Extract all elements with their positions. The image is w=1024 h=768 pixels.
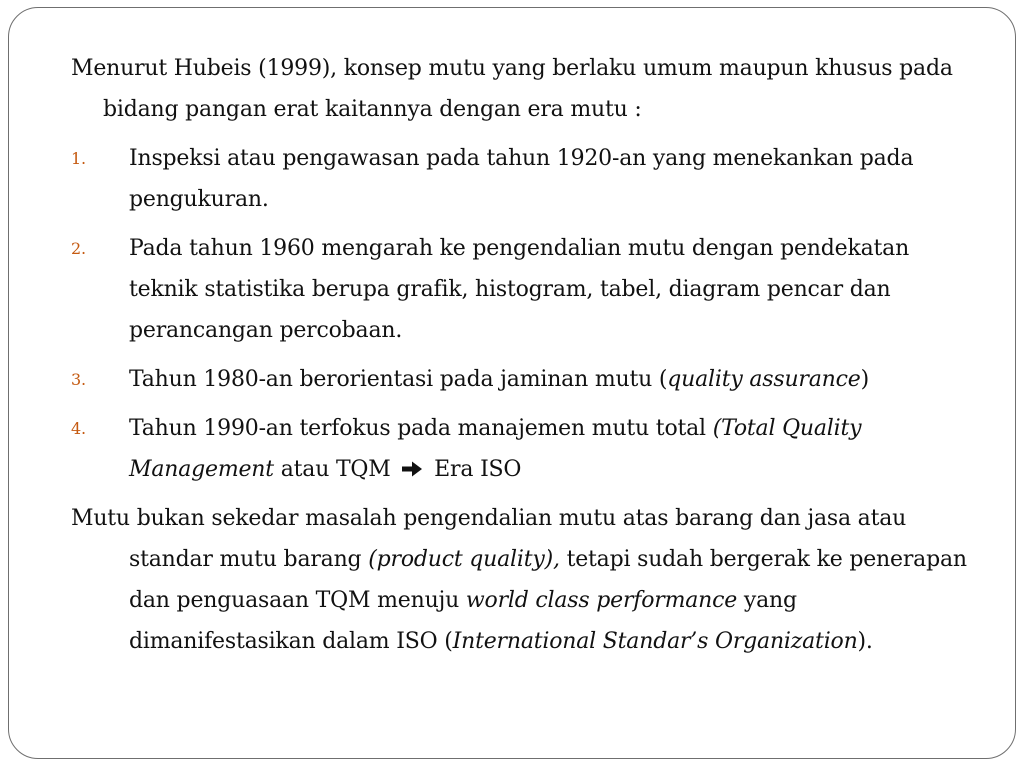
list-number: 1. — [71, 149, 86, 168]
right-arrow-icon — [401, 460, 423, 478]
list-number: 4. — [71, 419, 86, 438]
closing-italic-1: (product quality), — [368, 547, 560, 572]
closing-italic-3: International Standar’s Organization — [452, 629, 858, 654]
list-item-1 — [71, 138, 981, 220]
list-item-text: Inspeksi atau pengawasan pada tahun 1920-an yang menekankan pada pengukuran. — [129, 146, 914, 212]
closing-paragraph — [71, 498, 981, 662]
list-item-text: Tahun 1980-an berorientasi pada jaminan mutu ( — [129, 367, 668, 392]
closing-text-2: tetapi sudah bergerak ke penerapan dan penguasaan TQM menuju — [129, 547, 967, 613]
slide-content — [71, 48, 981, 670]
list-item-2 — [71, 228, 981, 351]
list-number: 2. — [71, 239, 86, 258]
list-item-text-end: Era ISO — [427, 457, 522, 482]
closing-text-1: Mutu bukan sekedar masalah pengendalian mutu atas barang dan jasa atau standar mutu barang — [71, 506, 907, 572]
intro-paragraph: Menurut Hubeis (1999), konsep mutu yang berlaku umum maupun khusus pada bidang pangan erat kaitannya dengan era mutu : — [71, 56, 953, 122]
list-number: 3. — [71, 370, 86, 389]
list-item-italic: quality assurance — [667, 367, 861, 392]
closing-italic-2: world class performance — [465, 588, 738, 613]
list-item-3 — [71, 359, 981, 400]
list-item-italic: (Total Quality Management — [129, 416, 862, 482]
list-item-text: Tahun 1990-an terfokus pada manajemen mutu total — [129, 416, 713, 441]
list-item-text-mid: atau TQM — [273, 457, 391, 482]
list-item-4 — [71, 408, 981, 490]
closing-text-4: ). — [857, 629, 873, 654]
list-item-text: Pada tahun 1960 mengarah ke pengendalian mutu dengan pendekatan teknik statistika berupa grafik, histogram, tabel, diagram pencar dan perancangan percobaan. — [129, 236, 910, 343]
slide-frame — [8, 7, 1016, 759]
list-item-text-end: ) — [860, 367, 869, 392]
closing-text-3: yang dimanifestasikan dalam ISO ( — [129, 588, 797, 654]
